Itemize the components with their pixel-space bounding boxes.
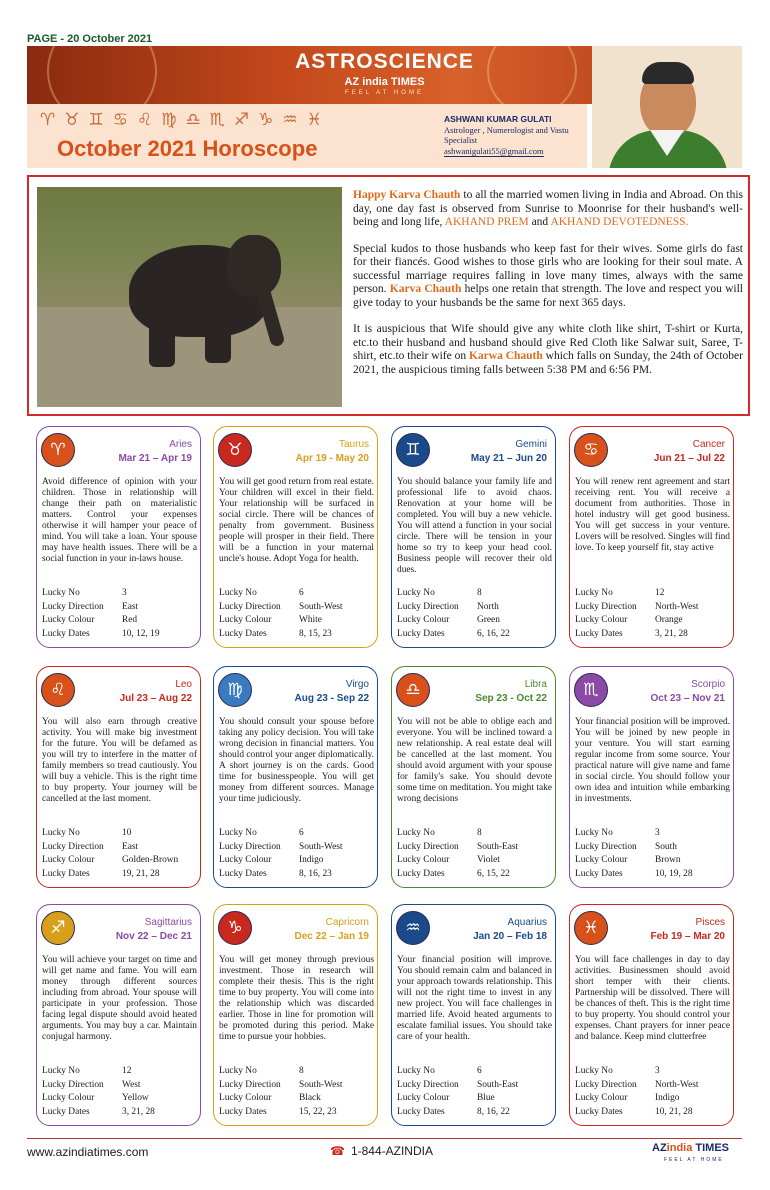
lucky-no-value: 8 [299,1066,304,1076]
sign-name: Sagittarius [144,917,192,928]
lucky-colour-label: Lucky Colour [219,855,272,865]
lucky-no-label: Lucky No [575,1066,613,1076]
lucky-no-value: 6 [299,588,304,598]
lucky-details [219,827,374,881]
horoscope-card-libra [391,666,556,888]
lucky-direction-value: South-West [299,601,343,612]
feature-paragraph-1: Happy Karva Chauth to all the married women living in India and Abroad. On this day, one day fast is observed from Sunrise to Moonrise for their husband's well-being and long life, AKHAND PREM and AKHAND DEVOTEDNESS. [353,189,744,228]
karva-chauth-feature [27,175,750,416]
lucky-dates-value: 8, 16, 23 [299,868,332,879]
banner-tagline: FEEL AT HOME [345,90,424,96]
horoscope-text: Avoid difference of opinion with your children. Those in relationship will change their path on materialistic matters. Control your expenses otherwise it will hamper your peace of mind. You will take a loan. Your spouse may have health issues. There will be a social function in your in-laws house. [42,477,197,564]
horoscope-text: You will renew rent agreement and start receiving rent. You will receive a document from authorities. Those in hotel industry will get good business. You will get success in your venture. Lovers will be resolved. Singles will find love. To keep yourself fit, stay active [575,477,730,553]
sign-dates: Jul 23 – Aug 22 [119,693,192,704]
lucky-direction-label: Lucky Direction [575,601,637,612]
aries-icon: ♈ [41,433,75,467]
lucky-no-value: 10 [122,828,132,838]
horoscope-text: You will not be able to oblige each and everyone. You will be inclined toward a new relationship. A real estate deal will be cancelled at the last moment. You should avoid argument with your spouse for family's sake. You should devote some time on meditation. You might take wrong decisions [397,717,552,804]
elephant-photo [37,187,342,407]
lucky-no-label: Lucky No [397,1066,435,1076]
lucky-direction-label: Lucky Direction [219,841,281,852]
sign-dates: Jun 21 – Jul 22 [653,453,725,464]
page-label: PAGE - 20 October 2021 [27,33,153,45]
horoscope-card-pisces [569,904,734,1126]
lucky-dates-label: Lucky Dates [397,628,445,639]
lucky-dates-value: 3, 21, 28 [122,1106,155,1117]
lucky-dates-label: Lucky Dates [219,628,267,639]
lucky-no-label: Lucky No [219,828,257,838]
lucky-no-value: 12 [655,588,665,598]
sign-name: Scorpio [691,679,725,690]
sign-name: Pisces [695,917,725,928]
lucky-dates-label: Lucky Dates [219,1106,267,1117]
sign-dates: Oct 23 – Nov 21 [650,693,725,704]
lucky-no-label: Lucky No [219,1066,257,1076]
lucky-colour-label: Lucky Colour [42,615,95,625]
aquarius-icon: ♒ [396,911,430,945]
sign-dates: Aug 23 - Sep 22 [294,693,369,704]
horoscope-card-sagittarius [36,904,201,1126]
lucky-dates-label: Lucky Dates [397,1106,445,1117]
lucky-no-label: Lucky No [575,588,613,598]
feature-text [353,189,743,390]
sign-dates: Jan 20 – Feb 18 [473,931,547,942]
lucky-no-value: 3 [655,828,660,838]
page-title: October 2021 Horoscope [57,136,318,161]
lucky-colour-value: Blue [477,1093,495,1103]
lucky-dates-label: Lucky Dates [575,628,623,639]
lucky-dates-label: Lucky Dates [575,1106,623,1117]
lucky-direction-label: Lucky Direction [397,841,459,852]
lucky-colour-label: Lucky Colour [397,1093,450,1103]
lucky-colour-value: Green [477,615,500,625]
lucky-direction-label: Lucky Direction [42,1079,104,1090]
feature-paragraph-3: It is auspicious that Wife should give any white cloth like shirt, T-shirt or Kurta, etc.to their husband and husband should give Red Cloth like Salwar suit, Saree, T-shirt, etc.to their wife on Karwa Chauth which falls on Sunday, the 24th of October 2021, the auspicious timing falls between 5:38 PM and 6:56 PM. [353,323,743,376]
lucky-no-value: 3 [655,1066,660,1076]
gemini-icon: ♊ [396,433,430,467]
lucky-direction-value: South [655,841,677,852]
lucky-details [219,1065,374,1119]
lucky-direction-label: Lucky Direction [219,601,281,612]
lucky-no-value: 8 [477,828,482,838]
lucky-direction-value: North-West [655,601,699,612]
lucky-no-value: 6 [477,1066,482,1076]
horoscope-card-aquarius [391,904,556,1126]
horoscope-text: You should balance your family life and professional life to avoid chaos. Renovation at your home will be completed. You will buy a new vehicle. You will attend a function in your social circle. There will be tension in your home so try to keep your head cool. Business people will recover their old dues. [397,477,552,575]
capricorn-icon: ♑ [218,911,252,945]
horoscope-card-leo [36,666,201,888]
lucky-details [575,587,730,641]
lucky-dates-label: Lucky Dates [397,868,445,879]
horoscope-text: You will achieve your target on time and will get name and fame. You will earn money through different sources including from abroad. Your spouse will participate in your profession. Those facing legal dispute should avoid heated arguments. You may buy a car. Maintain conjugal harmony. [42,955,197,1042]
lucky-direction-value: East [122,601,139,612]
lucky-direction-label: Lucky Direction [397,1079,459,1090]
footer-logo: AZindia TIMES [652,1142,730,1154]
lucky-direction-label: Lucky Direction [219,1079,281,1090]
lucky-dates-value: 10, 21, 28 [655,1106,693,1117]
sign-name: Aquarius [507,917,547,928]
banner-title: ASTROSCIENCE [295,50,474,73]
sign-dates: Feb 19 – Mar 20 [650,931,725,942]
lucky-colour-value: Red [122,615,138,625]
lucky-direction-label: Lucky Direction [575,1079,637,1090]
horoscope-text: You will get good return from real estate. Your children will excel in their field. Your relationship will be surfaced in social circle. There will be chances of penalty from government. Business people will prosper in their field. There will be a function in your maternal uncle's house. Adopt Yoga for health. [219,477,374,564]
lucky-direction-label: Lucky Direction [42,601,104,612]
horoscope-text: Your financial position will be improved. You will be joined by new people in your venture. You will start earning regular income from some source. Your practical nature will give name and fame in social circle. You should follow your own idea and intuition while embarking in investments. [575,717,730,804]
libra-icon: ♎ [396,673,430,707]
horoscope-text: You will face challenges in day to day activities. Businessmen should avoid short temper with their clients. Partnership will be dissolved. There will be chances of theft. This is the right time to buy property. You should control your expenses. Chant prayers for inner peace and balance. Keep mind clutterfree [575,955,730,1042]
lucky-colour-label: Lucky Colour [575,615,628,625]
horoscope-card-capricorn [213,904,378,1126]
footer-divider [27,1138,742,1139]
lucky-colour-label: Lucky Colour [397,855,450,865]
lucky-direction-value: South-West [299,1079,343,1090]
virgo-icon: ♍ [218,673,252,707]
lucky-dates-label: Lucky Dates [42,868,90,879]
lucky-no-value: 8 [477,588,482,598]
lucky-dates-value: 8, 15, 23 [299,628,332,639]
lucky-dates-label: Lucky Dates [42,628,90,639]
lucky-details [575,827,730,881]
astrologer-name: ASHWANI KUMAR GULATI [444,114,552,124]
lucky-colour-value: Violet [477,855,500,865]
phone-icon: ☎ [330,1144,345,1158]
horoscope-card-taurus [213,426,378,648]
lucky-colour-label: Lucky Colour [575,1093,628,1103]
lucky-dates-value: 3, 21, 28 [655,628,688,639]
footer-logo-tagline: FEEL AT HOME [664,1157,724,1163]
horoscope-text: You will get money through previous investment. Those in research will complete their thesis. This is the right time to buy property. You will come into the relationship which was discarded earlier. Those in line for promotion will be promoted during this period. Make time to pursue your hobbies. [219,955,374,1042]
lucky-direction-label: Lucky Direction [397,601,459,612]
lucky-dates-value: 8, 16, 22 [477,1106,510,1117]
lucky-colour-label: Lucky Colour [397,615,450,625]
horoscope-card-scorpio [569,666,734,888]
horoscope-card-aries [36,426,201,648]
sign-name: Aries [169,439,192,450]
lucky-no-label: Lucky No [42,828,80,838]
lucky-no-label: Lucky No [397,588,435,598]
sign-name: Gemini [515,439,547,450]
lucky-dates-label: Lucky Dates [42,1106,90,1117]
sign-dates: Dec 22 – Jan 19 [294,931,369,942]
lucky-dates-value: 6, 15, 22 [477,868,510,879]
horoscope-card-virgo [213,666,378,888]
astrologer-email: ashwanigulati55@gmail.com [444,146,544,156]
lucky-no-label: Lucky No [575,828,613,838]
horoscope-card-gemini [391,426,556,648]
sign-dates: Sep 23 - Oct 22 [475,693,547,704]
sign-name: Taurus [338,439,369,450]
lucky-direction-value: South-East [477,841,519,852]
sign-dates: Mar 21 – Apr 19 [118,453,192,464]
lucky-dates-value: 10, 12, 19 [122,628,160,639]
lucky-colour-value: White [299,615,322,625]
lucky-direction-value: North-West [655,1079,699,1090]
taurus-icon: ♉ [218,433,252,467]
lucky-details [42,827,197,881]
lucky-dates-label: Lucky Dates [575,868,623,879]
lucky-no-value: 6 [299,828,304,838]
sign-dates: Apr 19 - May 20 [295,453,369,464]
lucky-colour-value: Yellow [122,1093,149,1103]
feature-paragraph-2: Special kudos to those husbands who keep fast for their wives. Some girls do fast for their fiancés. Good wishes to those girls who are looking for their soul mate. A successful marriage requires falling in love many times, always with the same person. Karva Chauth helps one retain that strength. The love and respect you will give today to your husbands be the same for next 365 days. [353,242,743,309]
lucky-dates-label: Lucky Dates [219,868,267,879]
footer-phone [330,1144,433,1158]
horoscope-card-cancer [569,426,734,648]
sign-dates: Nov 22 – Dec 21 [115,931,192,942]
sign-name: Libra [524,679,547,690]
footer-website[interactable]: www.azindiatimes.com [27,1145,149,1159]
lucky-colour-label: Lucky Colour [575,855,628,865]
sign-name: Virgo [345,679,369,690]
lucky-direction-value: East [122,841,139,852]
cancer-icon: ♋ [574,433,608,467]
sign-dates: May 21 – Jun 20 [470,453,547,464]
lucky-dates-value: 15, 22, 23 [299,1106,337,1117]
lucky-direction-value: South-West [299,841,343,852]
lucky-no-label: Lucky No [42,588,80,598]
lucky-details [42,1065,197,1119]
scorpio-icon: ♏ [574,673,608,707]
lucky-colour-label: Lucky Colour [219,615,272,625]
horoscope-text: You should consult your spouse before taking any policy decision. You will take wrong decision in financial matters. You should control your anger diplomatically. A short journey is on the cards. Good time for businesspeople. You will get money from different sources. Manage your time judiciously. [219,717,374,804]
lucky-no-label: Lucky No [397,828,435,838]
lucky-details [397,587,552,641]
lucky-direction-label: Lucky Direction [42,841,104,852]
lucky-details [397,827,552,881]
footer-phone-number: 1-844-AZINDIA [350,1144,433,1158]
lucky-colour-value: Brown [655,855,681,865]
leo-icon: ♌ [41,673,75,707]
lucky-details [42,587,197,641]
sign-name: Capricorn [325,917,369,928]
lucky-dates-value: 19, 21, 28 [122,868,160,879]
sagittarius-icon: ♐ [41,911,75,945]
horoscope-text: Your financial position will improve. You should remain calm and balanced in your approach towards relationship. This will not the right time to invest in any new project. You will face challenges in married life. Avoid heated arguments to escalate familial issues. You should take care of your health. [397,955,552,1042]
lucky-colour-label: Lucky Colour [42,855,95,865]
lucky-dates-value: 10, 19, 28 [655,868,693,879]
lucky-colour-value: Indigo [299,855,324,865]
lucky-direction-value: North [477,601,499,612]
lucky-colour-value: Golden-Brown [122,855,179,865]
lucky-dates-value: 6, 16, 22 [477,628,510,639]
lucky-direction-label: Lucky Direction [575,841,637,852]
lucky-no-value: 12 [122,1066,132,1076]
lucky-no-label: Lucky No [219,588,257,598]
sign-name: Leo [175,679,192,690]
lucky-direction-value: West [122,1079,141,1090]
lucky-details [397,1065,552,1119]
lucky-no-label: Lucky No [42,1066,80,1076]
lucky-colour-value: Black [299,1093,321,1103]
lucky-direction-value: South-East [477,1079,519,1090]
sign-name: Cancer [692,439,725,450]
lucky-no-value: 3 [122,588,127,598]
lucky-colour-value: Indigo [655,1093,680,1103]
lucky-colour-label: Lucky Colour [42,1093,95,1103]
lucky-details [575,1065,730,1119]
lucky-colour-label: Lucky Colour [219,1093,272,1103]
horoscope-text: You will also earn through creative activity. You will make big investment for the future. You will be defamed as you will try to interfere in the matter of family members so tread cautiously. You will buy a vehicle. This is the right time to buy property. Your journey will be cancelled at the last moment. [42,717,197,804]
pisces-icon: ♓ [574,911,608,945]
banner-brand: AZ india TIMES [344,76,425,88]
zodiac-icon-row: ♈♉♊♋♌♍♎♏♐♑♒♓ [40,110,331,130]
astrologer-portrait [592,46,742,168]
lucky-colour-value: Orange [655,615,683,625]
astrologer-role: Astrologer , Numerologist and Vastu Specialist [444,125,569,145]
lucky-details [219,587,374,641]
